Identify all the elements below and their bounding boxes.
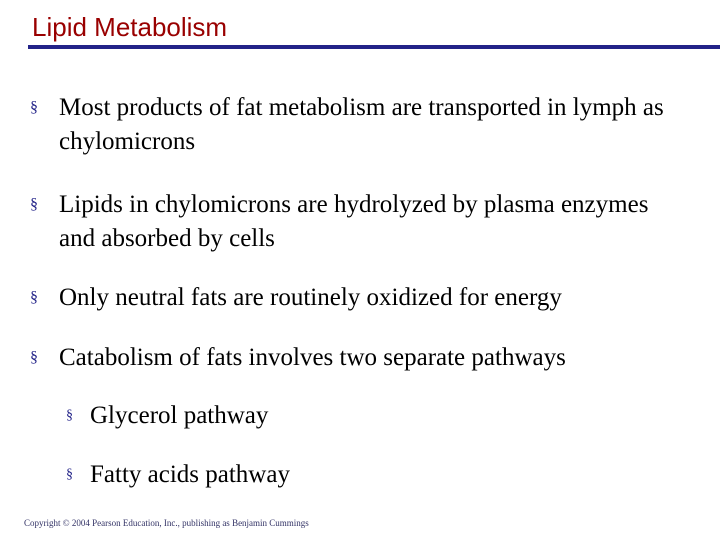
- bullet-item: [30, 341, 690, 375]
- bullet-item: [30, 281, 690, 315]
- section-sign-bullet-icon: §: [66, 408, 73, 423]
- sub-bullet-text: Fatty acids pathway: [90, 461, 290, 488]
- slide-title: Lipid Metabolism: [32, 12, 228, 42]
- section-sign-bullet-icon: §: [30, 349, 38, 366]
- bullet-item: [30, 188, 690, 256]
- title-underline: [28, 45, 720, 49]
- bullet-text: Catabolism of fats involves two separate pathways: [59, 344, 566, 371]
- section-sign-bullet-icon: §: [30, 99, 38, 116]
- bullet-item: [30, 91, 690, 159]
- bullet-text: Most products of fat metabolism are transported in lymph as chylomicrons: [59, 94, 664, 155]
- sub-bullet-item: [66, 458, 686, 492]
- bullet-text: Only neutral fats are routinely oxidized for energy: [59, 284, 562, 311]
- copyright-footer: Copyright © 2004 Pearson Education, Inc., publishing as Benjamin Cummings: [24, 518, 309, 528]
- sub-bullet-text: Glycerol pathway: [90, 402, 269, 429]
- bullet-text: Lipids in chylomicrons are hydrolyzed by plasma enzymes and absorbed by cells: [59, 191, 649, 252]
- section-sign-bullet-icon: §: [66, 467, 73, 482]
- section-sign-bullet-icon: §: [30, 289, 38, 306]
- section-sign-bullet-icon: §: [30, 196, 38, 213]
- sub-bullet-item: [66, 399, 686, 433]
